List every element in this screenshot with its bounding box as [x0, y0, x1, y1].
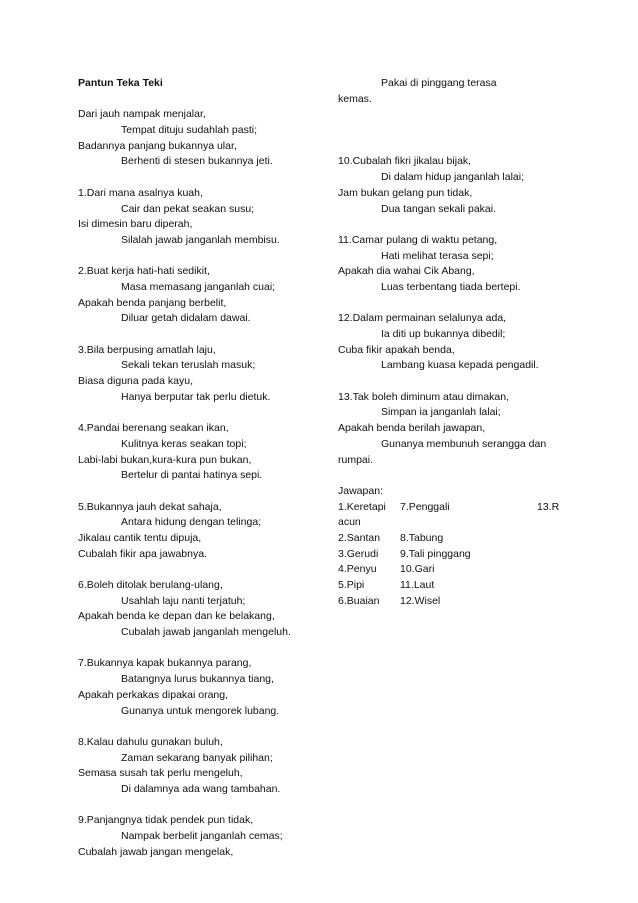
- answer-item: 7.Penggali: [400, 500, 450, 513]
- verse-line: 4.Pandai berenang seakan ikan,: [78, 422, 229, 435]
- verse-line: Dari jauh nampak menjalar,: [78, 108, 206, 121]
- verse-line: Isi dimesin baru diperah,: [78, 218, 193, 231]
- verse-line: 10.Cubalah fikri jikalau bijak,: [338, 155, 472, 168]
- right-verses: [338, 76, 578, 500]
- verse-line: Tempat dituju sudahlah pasti;: [121, 124, 258, 137]
- answer-item: acun: [338, 516, 361, 529]
- verse-line: 9.Panjangnya tidak pendek pun tidak,: [78, 814, 254, 827]
- verse-line: 7.Bukannya kapak bukannya parang,: [78, 657, 252, 670]
- left-column: [78, 76, 328, 860]
- blank-line: [78, 562, 328, 578]
- verse-line: Apakah benda berilah jawapan,: [338, 422, 486, 435]
- blank-line: [78, 484, 328, 500]
- verse-line: Antara hidung dengan telinga;: [121, 516, 262, 529]
- verse-line: Jam bukan gelang pun tidak,: [338, 186, 473, 199]
- verse-line: 6.Boleh ditolak berulang-ulang,: [78, 579, 223, 591]
- verse-line: Diluar getah didalam dawai.: [121, 312, 251, 325]
- verse-line: 3.Bila berpusing amatlah laju,: [78, 343, 216, 356]
- answer-row: [338, 500, 578, 516]
- blank-line: [78, 249, 328, 265]
- verse-line: Simpan ia janganlah lalai;: [381, 406, 501, 419]
- blank-line: [338, 374, 578, 390]
- verse-line: Apakah dia wahai Cik Abang,: [338, 265, 475, 278]
- page-title: Pantun Teka Teki: [78, 77, 163, 89]
- answer-item: 2.Santan: [338, 531, 381, 544]
- answer-item: 3.Gerudi: [338, 547, 379, 560]
- blank-line: [338, 107, 578, 123]
- verse-line: Lambang kuasa kepada pengadil.: [381, 359, 539, 372]
- verse-line: Apakah perkakas dipakai orang,: [78, 688, 229, 701]
- blank-line: [338, 217, 578, 233]
- verse-line: Cair dan pekat seakan susu;: [121, 202, 255, 215]
- answer-item: 12.Wisel: [400, 594, 441, 607]
- answer-row: [338, 547, 578, 563]
- blank-line: [338, 468, 578, 484]
- verse-line: Pakai di pinggang terasa: [381, 77, 497, 89]
- verse-line: Cubalah jawab janganlah mengeluh.: [121, 626, 291, 639]
- verse-line: 8.Kalau dahulu gunakan buluh,: [78, 735, 223, 748]
- blank-line: [78, 641, 328, 657]
- answer-row: [338, 578, 578, 594]
- verse-line: Usahlah laju nanti terjatuh;: [121, 594, 246, 607]
- blank-line: [338, 296, 578, 312]
- answer-item: 11.Laut: [400, 579, 435, 591]
- verse-line: Cuba fikir apakah benda,: [338, 343, 455, 356]
- blank-line: [78, 798, 328, 814]
- verse-line: Batangnya lurus bukannya tiang,: [121, 673, 274, 686]
- answer-list: [338, 500, 578, 610]
- verse-line: 11.Camar pulang di waktu petang,: [338, 233, 498, 246]
- blank-line: [78, 405, 328, 421]
- verse-line: Biasa diguna pada kayu,: [78, 375, 194, 388]
- answer-item: 6.Buaian: [338, 594, 380, 607]
- verse-line: Hanya berputar tak perlu dietuk.: [121, 390, 271, 403]
- verse-line: kemas.: [338, 92, 372, 105]
- verse-line: Apakah benda ke depan dan ke belakang,: [78, 610, 275, 623]
- answer-row: [338, 594, 578, 610]
- verse-line: Dua tangan sekali pakai.: [381, 202, 496, 215]
- verse-line: 1.Dari mana asalnya kuah,: [78, 186, 203, 199]
- verse-line: Apakah benda panjang berbelit,: [78, 296, 227, 309]
- blank-line: [78, 327, 328, 343]
- right-column: [338, 76, 578, 609]
- answer-item: 13.R: [537, 500, 560, 513]
- blank-line: [78, 92, 328, 108]
- verse-line: 12.Dalam permainan selalunya ada,: [338, 312, 507, 325]
- verse-line: Cubalah fikir apa jawabnya.: [78, 547, 207, 560]
- verse-line: Bertelur di pantai hatinya sepi.: [121, 469, 263, 482]
- answer-item: 4.Penyu: [338, 563, 377, 576]
- verse-line: 2.Buat kerja hati-hati sedikit,: [78, 265, 210, 278]
- answer-item: 1.Keretapi: [338, 500, 386, 513]
- verse-line: rumpai.: [338, 453, 374, 466]
- blank-line: [338, 123, 578, 139]
- verse-line: 13.Tak boleh diminum atau dimakan,: [338, 390, 510, 403]
- verse-line: Gunanya untuk mengorek lubang.: [121, 704, 280, 717]
- verse-line: Luas terbentang tiada bertepi.: [381, 280, 521, 293]
- blank-line: [78, 719, 328, 735]
- answer-item: 10.Gari: [400, 563, 435, 576]
- verse-line: Berhenti di stesen bukannya jeti.: [121, 155, 273, 168]
- verse-line: Hati melihat terasa sepi;: [381, 249, 494, 262]
- answer-row: [338, 562, 578, 578]
- verse-line: 5.Bukannya jauh dekat sahaja,: [78, 500, 222, 513]
- answer-item: 5.Pipi: [338, 579, 365, 591]
- verse-line: Badannya panjang bukannya ular,: [78, 139, 237, 152]
- verse-line: Jawapan:: [338, 484, 383, 497]
- verse-line: Gunanya membunuh serangga dan: [381, 437, 547, 450]
- verse-line: Ia diti up bukannya dibedil;: [381, 328, 506, 340]
- answer-row: [338, 531, 578, 547]
- verse-line: Labi-labi bukan,kura-kura pun bukan,: [78, 453, 252, 466]
- verse-line: Nampak berbelit janganlah cemas;: [121, 830, 283, 842]
- blank-line: [338, 139, 578, 155]
- blank-line: [78, 170, 328, 186]
- verse-line: Zaman sekarang banyak pilihan;: [121, 751, 273, 764]
- verse-line: Silalah jawab janganlah membisu.: [121, 233, 280, 246]
- verse-line: Semasa susah tak perlu mengeluh,: [78, 767, 243, 780]
- answer-row: [338, 515, 578, 531]
- verse-line: Cubalah jawab jangan mengelak,: [78, 845, 234, 858]
- verse-line: Di dalamnya ada wang tambahan.: [121, 782, 281, 795]
- verse-line: Kulitnya keras seakan topi;: [121, 437, 247, 450]
- verse-line: Masa memasang janganlah cuai;: [121, 280, 276, 293]
- answer-item: 8.Tabung: [400, 531, 444, 544]
- verse-line: Di dalam hidup janganlah lalai;: [381, 171, 525, 184]
- verse-line: Sekali tekan teruslah masuk;: [121, 359, 256, 372]
- verse-line: Jikalau cantik tentu dipuja,: [78, 531, 202, 544]
- answer-item: 9.Tali pinggang: [400, 547, 471, 560]
